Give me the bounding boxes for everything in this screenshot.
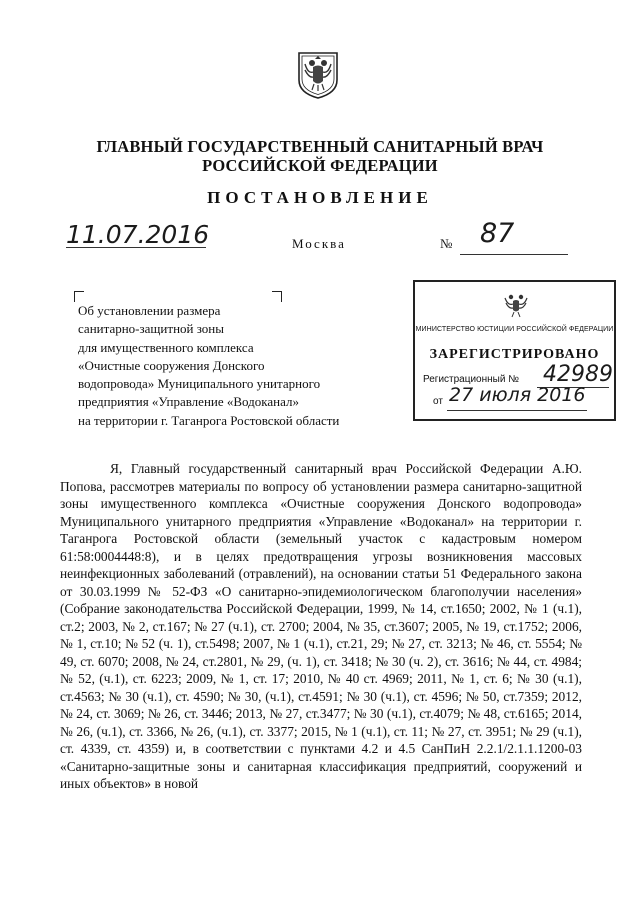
authority-line-2: РОССИЙСКОЙ ФЕДЕРАЦИИ xyxy=(202,156,438,175)
document-type-title: ПОСТАНОВЛЕНИЕ xyxy=(207,188,433,207)
authority-line-1: ГЛАВНЫЙ ГОСУДАРСТВЕННЫЙ САНИТАРНЫЙ ВРАЧ xyxy=(96,137,544,156)
stamp-reg-date: 27 июля 2016 xyxy=(449,384,586,406)
stamp-reg-number-label: Регистрационный № xyxy=(423,374,519,385)
stamp-date-underline xyxy=(447,410,587,411)
registration-stamp xyxy=(413,280,616,421)
issuing-authority xyxy=(80,137,560,175)
subject-corner-left xyxy=(74,291,84,302)
subject-corner-right xyxy=(272,291,282,302)
handwritten-number: 87 xyxy=(480,218,515,249)
subject-line: предприятия «Управление «Водоканал» xyxy=(78,394,300,410)
stamp-ministry-name: МИНИСТЕРСТВО ЮСТИЦИИ РОССИЙСКОЙ ФЕДЕРАЦИИ xyxy=(415,326,614,333)
city-name: Москва xyxy=(292,236,346,251)
number-sign: № xyxy=(440,236,453,251)
subject-heading xyxy=(78,302,378,430)
subject-line: на территории г. Таганрога Ростовской области xyxy=(78,412,340,428)
stamp-emblem-icon xyxy=(502,290,530,320)
resolution-body-text: Я, Главный государственный санитарный врач Российской Федерации А.Ю. Попова, рассмотрев материалы по вопросу об установлении размера санитарно-защитной зоны имущественного комплекса «Очистные сооружения Донского водопровода» Муниципального унитарного предприятия «Управление «Водоканал» на территории г. Таганрога Ростовской области (земельный участок с кадастровым номером 61:58:0004448:8), и в целях предотвращения угрозы возникновения массовых неинфекционных заболеваний (отравлений), на основании статьи 51 Федерального закона от 30.03.1999 № 52-ФЗ «О санитарно-эпидемиологическом благополучии населения» (Собрание законодательства Российской Федерации, 1999, № 14, ст.1650; 2002, № 1 (ч.1), ст.2; 2003, № 2, ст.167; № 27 (ч.1), ст. 2700; 2004, № 35, ст.3607; 2005, № 19, ст.1752; 2006, № 1, ст.10; № 52 (ч. 1), ст.5498; 2007, № 1 (ч.1), ст.21, 29; № 27, ст. 3213; № 46, ст. 5554; № 49, ст. 6070; 2008, № 24, ст.2801, № 29, (ч. 1), ст. 3418; № 30 (ч. 2), ст. 3616; № 44, ст. 4984; № 52, (ч.1), ст. 6223; 2009, № 1, ст. 17; 2010, № 40 ст. 4969; 2011, № 1, ст. 6; № 30 (ч.1), ст.4563; № 30 (ч.1), ст. 4590; № 30, (ч.1), ст.4591; № 30 (ч.1), ст. 4596; № 50, ст.7359; 2012, № 24, ст. 3069; № 26, ст. 3446; 2013, № 27, ст.3477; № 30 (ч.1), ст.4079; № 48, ст.6165; 2014, № 26, (ч.1), ст. 3366, № 26, (ч.1), ст. 3377; 2015, № 1 (ч.1), ст. 11; № 27, ст. 3951; № 29 (ч.1), ст. 4339, ст. 4359) и, в соответствии с пунктами 4.2 и 4.5 СанПиН 2.2.1/2.1.1.1200-03 «Санитарно-защитные зоны и санитарная классификация предприятий, сооружений и иных объектов» в новой xyxy=(60,461,582,791)
coat-of-arms-icon xyxy=(295,50,341,100)
number-underline xyxy=(460,254,568,255)
subject-line: санитарно-защитной зоны xyxy=(78,321,224,337)
subject-line: Об установлении размера xyxy=(78,303,221,318)
subject-line: «Очистные сооружения Донского xyxy=(78,357,265,373)
handwritten-date: 11.07.2016 xyxy=(66,220,210,249)
subject-line: для имущественного комплекса xyxy=(78,339,254,355)
stamp-registered-label: ЗАРЕГИСТРИРОВАНО xyxy=(429,347,600,362)
stamp-reg-number: 42989 xyxy=(543,362,613,387)
date-underline xyxy=(66,247,206,248)
subject-line: водопровода» Муниципального унитарного xyxy=(78,376,321,392)
stamp-date-label: от xyxy=(433,396,443,407)
